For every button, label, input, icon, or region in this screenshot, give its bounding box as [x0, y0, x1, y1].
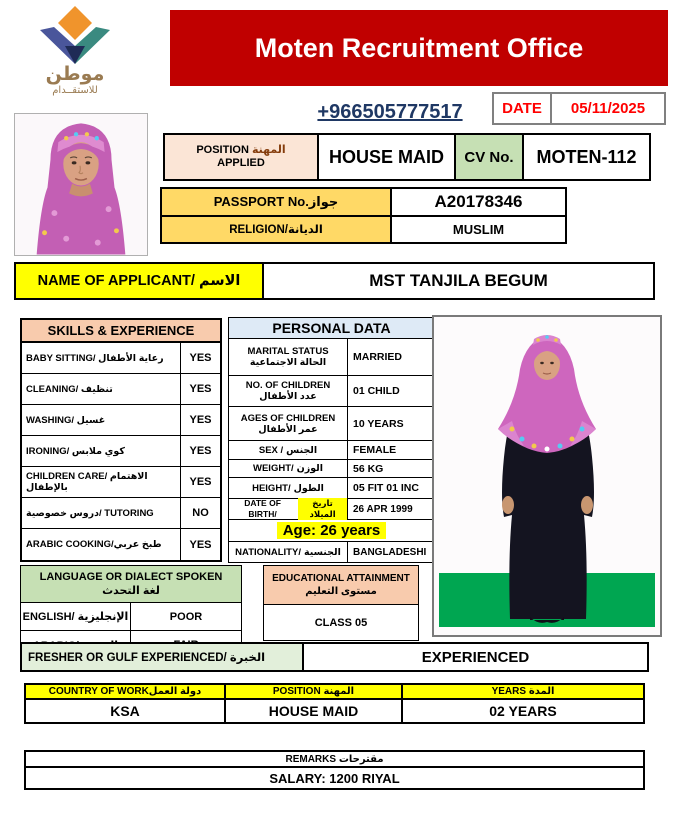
logo-arabic-tagline: للاستقــدام: [52, 85, 98, 96]
personal-label-ar: عدد الأطفال: [259, 391, 317, 402]
passport-row: [162, 189, 565, 215]
language-label: ENGLISH/ الإنجليزية: [21, 603, 131, 630]
skill-label: دروس خصوصية/ TUTORING: [26, 507, 154, 519]
skill-value: YES: [180, 529, 220, 560]
logo-diamond-icon: [58, 6, 92, 40]
personal-row-ages-of-children: [229, 407, 434, 441]
personal-row-marital-status: [229, 339, 434, 376]
office-title-banner: [170, 10, 668, 86]
remarks-value: SALARY: 1200 RIYAL: [24, 768, 645, 790]
language-row-english: [21, 603, 241, 631]
personal-label-en: DATE OF BIRTH/: [244, 498, 281, 519]
personal-value: 56 KG: [353, 462, 384, 475]
position-value: HOUSE MAID: [317, 135, 454, 179]
personal-value: FEMALE: [353, 444, 397, 456]
religion-label: RELIGION/الديانة: [162, 217, 392, 243]
skill-label: CLEANING/ تنظيف: [26, 383, 113, 395]
country-of-work-value: KSA: [110, 703, 140, 719]
experience-row: [20, 642, 649, 672]
education-table: [263, 565, 419, 641]
personal-label-en: MARITAL STATUS: [247, 346, 329, 357]
date-label: DATE: [494, 94, 552, 123]
personal-label-en: SEX /: [258, 444, 284, 456]
phone-number-link[interactable]: +966505777517: [317, 101, 463, 123]
skill-value: YES: [180, 436, 220, 466]
position-label-ar: المهنة: [251, 144, 286, 156]
work-history-table: [24, 683, 645, 724]
remarks-table: [24, 750, 645, 790]
skill-label: IRONING/ كوي ملابس: [26, 445, 125, 457]
logo-arabic-name: موطن: [45, 64, 105, 85]
date-box: [492, 92, 666, 125]
language-title-ar: لغة التحدث: [102, 585, 160, 597]
experience-value: EXPERIENCED: [421, 648, 530, 666]
date-value: 05/11/2025: [570, 100, 646, 117]
skills-title: SKILLS & EXPERIENCE: [20, 318, 222, 343]
personal-row-height: [229, 478, 434, 499]
applicant-name-value: MST TANJILA BEGUM: [369, 271, 548, 290]
personal-data-title: PERSONAL DATA: [228, 317, 435, 339]
personal-value: MARRIED: [353, 351, 402, 363]
personal-label-ar: الطول: [293, 482, 324, 494]
position-applied-label: [165, 135, 317, 179]
language-title-en: LANGUAGE OR DIALECT SPOKEN: [39, 571, 223, 583]
personal-label-ar: عمر الأطفال: [258, 423, 318, 435]
skill-label: ARABIC COOKING/طبخ عربي: [26, 539, 162, 550]
personal-label-ar: الوزن: [296, 463, 323, 474]
personal-value: 01 CHILD: [353, 385, 400, 397]
applicant-name-label: NAME OF APPLICANT/ الاسم: [16, 264, 264, 298]
passport-value: A20178346: [434, 191, 523, 211]
passport-religion-table: [160, 187, 567, 244]
cv-no-label: CV No.: [454, 135, 522, 179]
applicant-portrait-photo: [14, 113, 148, 256]
religion-value: MUSLIM: [452, 221, 505, 237]
position-label-en: POSITION: [196, 144, 249, 156]
skill-label: WASHING/ غسيل: [26, 414, 106, 426]
skill-row-arabic-cooking: [22, 529, 220, 560]
skill-value: YES: [180, 467, 220, 497]
education-title: [263, 565, 419, 605]
skills-table: [20, 318, 222, 562]
applicant-full-photo: [432, 315, 662, 637]
work-history-header-row: [24, 683, 645, 700]
skill-value: YES: [180, 405, 220, 435]
language-title: [20, 565, 242, 603]
skill-row-ironing: [22, 436, 220, 467]
position-applied-table: [163, 133, 651, 181]
skill-row-washing: [22, 405, 220, 436]
personal-value: 05 FIT 01 INC: [353, 482, 419, 494]
skill-row-tutoring: [22, 498, 220, 529]
skill-row-cleaning: [22, 374, 220, 405]
personal-value: BANGLADESHI: [353, 546, 427, 558]
personal-label-en: HEIGHT/: [252, 482, 291, 494]
personal-row-sex: [229, 441, 434, 460]
skill-value: YES: [180, 343, 220, 373]
personal-label-ar-highlighted: تاريخ الميلاد: [298, 498, 347, 520]
personal-label-ar: الجنس: [286, 444, 318, 456]
personal-label-ar: الحالة الاجتماعية: [249, 357, 327, 368]
personal-row-nationality: [229, 542, 434, 562]
religion-row: [162, 215, 565, 243]
skills-body: [20, 343, 222, 562]
skill-value: NO: [180, 498, 220, 528]
applied-label: APPLIED: [217, 157, 265, 169]
education-value: CLASS 05: [263, 605, 419, 641]
remarks-label: REMARKS مقترحات: [24, 750, 645, 768]
personal-value: 10 YEARS: [353, 417, 404, 430]
position-value: HOUSE MAID: [224, 700, 401, 722]
personal-row-age: [229, 520, 434, 542]
work-history-value-row: [24, 700, 645, 724]
position-header: POSITION المهنة: [224, 685, 401, 698]
personal-data-table: [228, 317, 435, 563]
skill-row-children-care: [22, 467, 220, 498]
office-title: Moten Recruitment Office: [254, 32, 584, 63]
skill-label: BABY SITTING/ رعاية الأطفال: [26, 352, 164, 364]
personal-label-en: NO. OF CHILDREN: [245, 380, 331, 391]
personal-value: 26 APR 1999: [353, 503, 413, 515]
country-of-work-header: COUNTRY OF WORKدولة العمل: [48, 686, 202, 697]
personal-label-ar: الجنسية: [303, 546, 341, 558]
years-header: YEARS المدة: [401, 685, 643, 698]
personal-label-en: AGES OF CHILDREN: [240, 412, 336, 424]
skill-label: CHILDREN CARE/ الاهتمام بالإطفال: [26, 471, 148, 493]
personal-data-body: [228, 339, 435, 563]
moten-logo: [22, 4, 128, 96]
personal-row-no-of-children: [229, 376, 434, 407]
skill-value: YES: [180, 374, 220, 404]
passport-label: PASSPORT No.جواز: [162, 189, 392, 215]
personal-row-date-of-birth: [229, 499, 434, 520]
personal-row-weight: [229, 460, 434, 478]
education-title-ar: مستوى التعليم: [305, 586, 377, 597]
cv-no-value: MOTEN-112: [522, 135, 649, 179]
age-highlight: Age: 26 years: [277, 522, 387, 539]
education-title-en: EDUCATIONAL ATTAINMENT: [272, 573, 410, 584]
skill-row-baby-sitting: [22, 343, 220, 374]
applicant-name-row: [14, 262, 655, 300]
language-value: POOR: [169, 610, 203, 623]
personal-label-en: WEIGHT/: [253, 463, 294, 474]
experience-label: FRESHER OR GULF EXPERIENCED/ الخبرة: [22, 644, 304, 670]
years-value: 02 YEARS: [401, 700, 643, 722]
personal-label-en: NATIONALITY/: [235, 546, 301, 558]
